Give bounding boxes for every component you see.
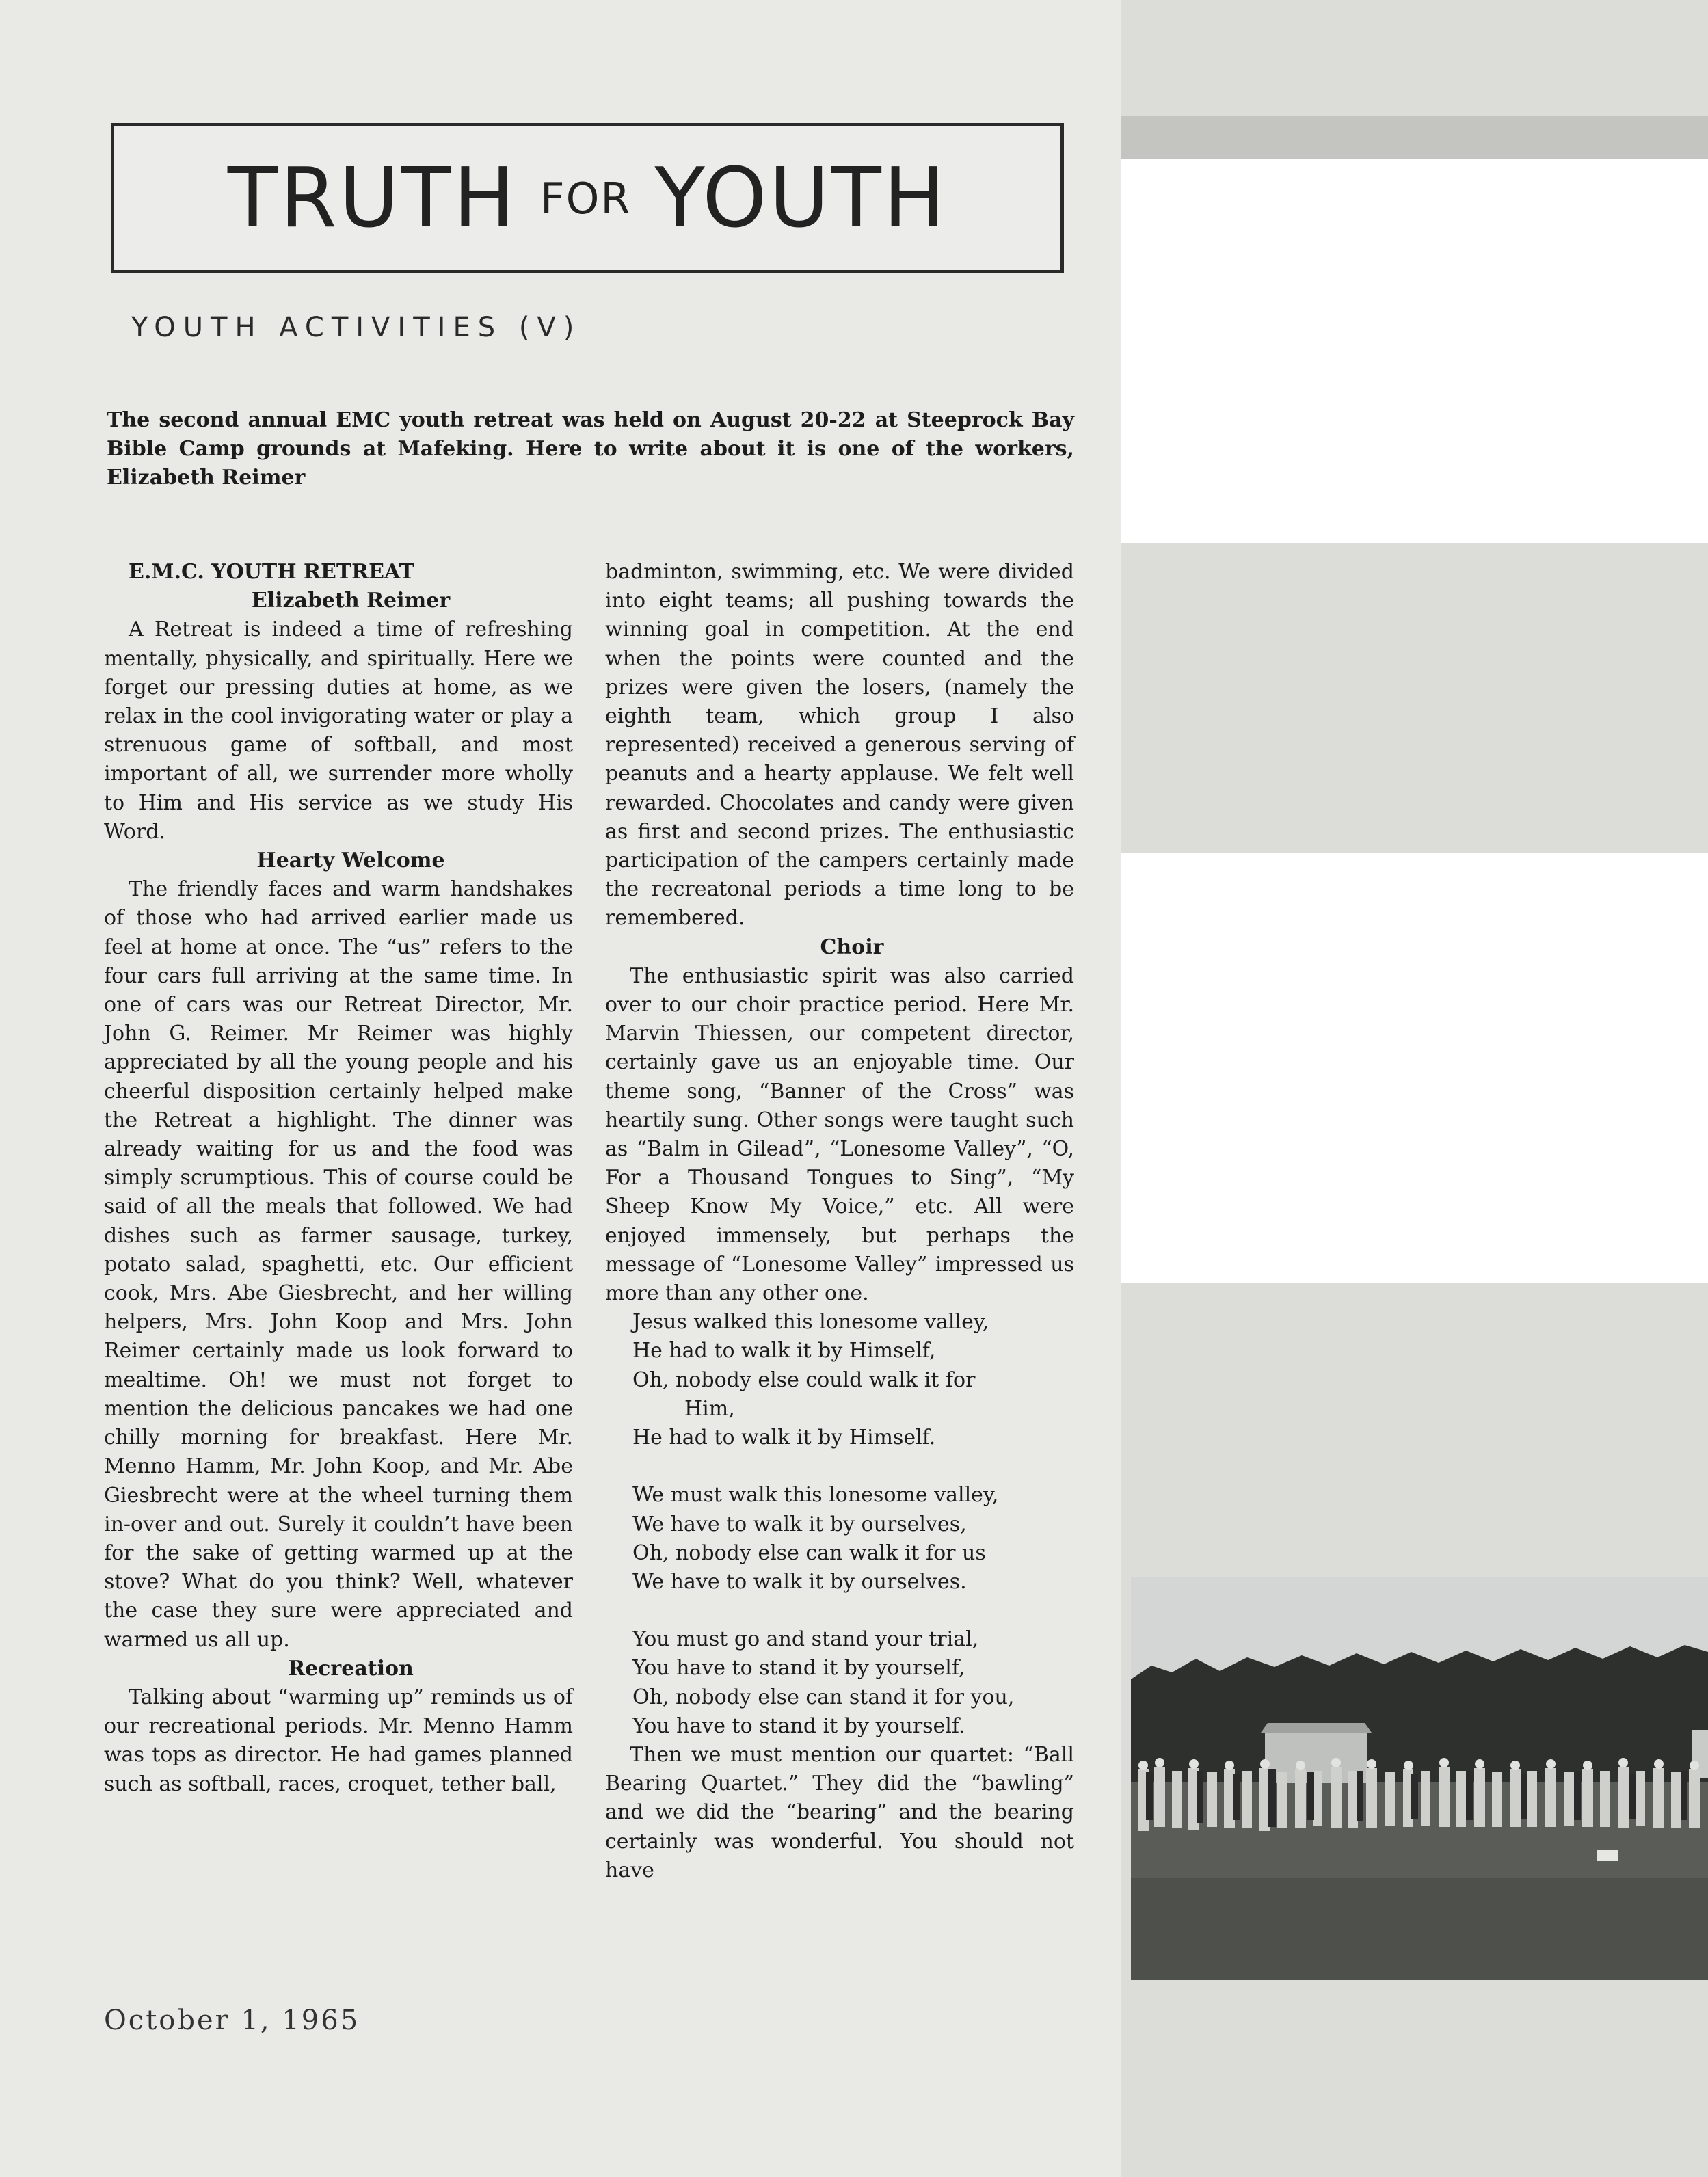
masthead-box [111,123,1064,273]
verse-line: Oh, nobody else can walk it for us [632,1540,986,1565]
paragraph-recreation-end: badminton, swimming, etc. We were divided into eight teams; all pushing towards the winning goal in competition. At the end when the points were counted and the prizes were given the losers, (namely the eighth team, which group I also represented) received a generous serving of peanuts and a hearty applause. We felt well rewarded. Chocolates and candy were given as first and second prizes. The enthusiastic participation of the campers certainly made the recreatonal periods a time long to be remembered. [605,560,1074,931]
paragraph-quartet: Then we must mention our quartet: “Ball Bearing Quartet.” They did the “bawling” and we did the “bearing” and the bearing certainly was wonderful. You should not have [605,1742,1074,1882]
verse-line: You have to stand it by yourself. [632,1713,965,1738]
verse-line: We have to walk it by ourselves. [632,1569,967,1594]
verse-line: He had to walk it by Himself, [632,1339,936,1363]
song-verse-1 [632,1308,1074,1452]
verse-line: We must walk this lonesome valley, [632,1483,999,1508]
song-verse-3 [632,1625,1074,1741]
verse-line: He had to walk it by Himself. [632,1426,936,1450]
article-column-left [104,558,573,1799]
masthead-word-for: FOR [539,173,632,224]
article-title: E.M.C. YOUTH RETREAT [129,560,414,584]
retreat-group-photo [1131,1577,1708,1980]
lead-paragraph: The second annual EMC youth retreat was held on August 20-22 at Steeprock Bay Bible Camp grounds at Mafeking. Here to write about it is one of the workers, Elizabeth Reimer [107,408,1074,490]
issue-date: October 1, 1965 [104,2005,360,2036]
verse-line: We have to walk it by ourselves, [632,1512,967,1536]
masthead-word-youth: YOUTH [654,150,948,246]
blank-panel-top [1121,159,1708,543]
masthead-word-truth: TRUTH [227,150,517,246]
adjacent-page-header-band [1121,116,1708,159]
verse-line: Oh, nobody else could walk it for [632,1367,976,1392]
verse-line: Him, [684,1396,735,1421]
verse-line: You must go and stand your trial, [632,1627,979,1652]
verse-line: Jesus walked this lonesome valley, [632,1310,989,1335]
verse-line: Oh, nobody else can stand it for you, [632,1685,1015,1709]
song-verse-2 [632,1481,1074,1597]
paragraph-welcome: The friendly faces and warm handshakes of those who had arrived earlier made us feel at home at once. The “us” refers to the four cars full arriving at the same time. In one of cars was our Retreat Director, Mr. John G. Reimer. Mr Reimer was highly appreciated by all the young people and his cheerful disposition certainly helped make the Retreat a highlight. The dinner was already waiting for us and the food was simply scrumptious. This of course could be said of all the meals that followed. We had dishes such as farmer sausage, turkey, potato salad, spaghetti, etc. Our efficient cook, Mrs. Abe Giesbrecht, and her willing helpers, Mrs. John Koop and Mrs. John Reimer certainly made us look forward to mealtime. Oh! we must not forget to mention the delicious pancakes we had one chilly morning for breakfast. Here Mr. Menno Hamm, Mr. John Koop, and Mr. Abe Giesbrecht were at the wheel turning them in-over and out. Surely it couldn’t have been for the sake of getting warmed up at the stove? What do you think? Well, whatever the case they sure were appreciated and warmed us all up. [104,877,573,1652]
verse-line: You have to stand it by yourself, [632,1656,965,1681]
blank-panel-middle [1121,853,1708,1283]
section-kicker: YOUTH ACTIVITIES (V) [131,312,582,343]
subhead-choir: Choir [820,935,884,959]
paragraph-choir: The enthusiastic spirit was also carried over to our choir practice period. Here Mr. Marvin Thiessen, our competent director, certainly gave us an enjoyable time. Our theme song, “Banner of the Cross” was heartily sung. Other songs were taught such as “Balm in Gilead”, “Lonesome Valley”, “O, For a Thousand Tongues to Sing”, “My Sheep Know My Voice,” etc. All were enjoyed immensely, but perhaps the message of “Lonesome Valley” impressed us more than any other one. [605,963,1074,1306]
subhead-hearty-welcome: Hearty Welcome [256,849,445,873]
article-byline: Elizabeth Reimer [251,589,451,613]
paragraph-recreation-start: Talking about “warming up” reminds us of our recreational periods. Mr. Menno Hamm was tops as director. He had games planned such as softball, races, croquet, tether ball, [104,1685,573,1796]
article-column-right [605,558,1074,1885]
subhead-recreation: Recreation [288,1656,414,1681]
paragraph-intro: A Retreat is indeed a time of refreshing mentally, physically, and spiritually. Here we forget our pressing duties at home, as we relax in the cool invigorating water or play a strenuous game of softball, and most important of all, we surrender more wholly to Him and His service as we study His Word. [104,617,573,844]
